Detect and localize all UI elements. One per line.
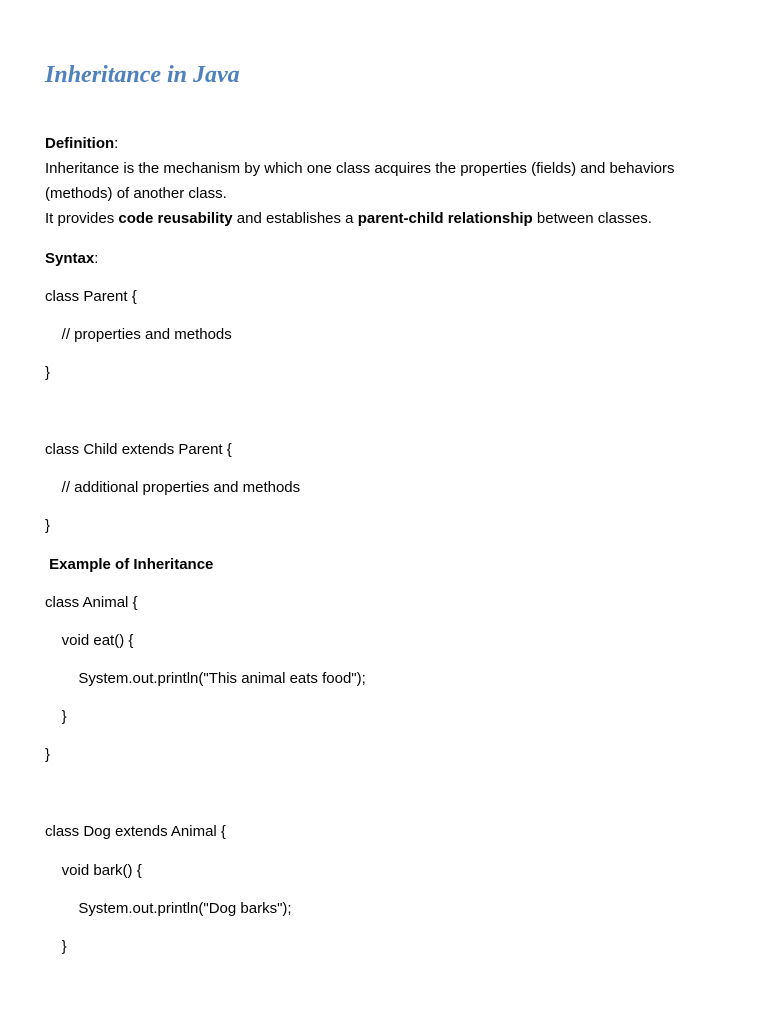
syntax-code-line: // additional properties and methods	[45, 479, 301, 496]
example-code-line: System.out.println("This animal eats food");	[45, 670, 366, 687]
definition-text-part: It provides	[45, 210, 119, 227]
syntax-code-line: }	[45, 517, 51, 534]
definition-text-line-3	[45, 206, 652, 231]
example-code-line: }	[45, 708, 67, 725]
syntax-colon: :	[94, 250, 99, 267]
example-code-line: }	[45, 746, 51, 763]
example-heading: Example of Inheritance	[45, 556, 214, 573]
example-code-line: }	[45, 938, 67, 955]
parent-child-emphasis: parent-child relationship	[357, 210, 533, 227]
definition-text-part: and establishes a	[232, 210, 358, 227]
example-code-line: void eat() {	[45, 632, 134, 649]
example-code-line: class Dog extends Animal {	[45, 823, 226, 840]
definition-colon: :	[114, 135, 119, 152]
definition-label-line	[45, 131, 118, 156]
definition-label: Definition	[45, 135, 115, 152]
syntax-code-line: }	[45, 364, 51, 381]
syntax-code-line: // properties and methods	[45, 326, 232, 343]
example-code-line: class Animal {	[45, 594, 138, 611]
syntax-label-line	[45, 246, 98, 271]
syntax-label: Syntax	[45, 250, 95, 267]
definition-text-line-1: Inheritance is the mechanism by which one class acquires the properties (fields) and behaviors	[45, 160, 675, 177]
definition-text-line-2: (methods) of another class.	[45, 185, 227, 202]
example-code-line: void bark() {	[45, 862, 142, 879]
example-code-line: System.out.println("Dog barks");	[45, 900, 292, 917]
syntax-code-line: class Parent {	[45, 288, 137, 305]
definition-text-part: between classes.	[532, 210, 652, 227]
code-reusability-emphasis: code reusability	[118, 210, 233, 227]
document-title: Inheritance in Java	[45, 62, 240, 88]
syntax-code-line: class Child extends Parent {	[45, 441, 232, 458]
